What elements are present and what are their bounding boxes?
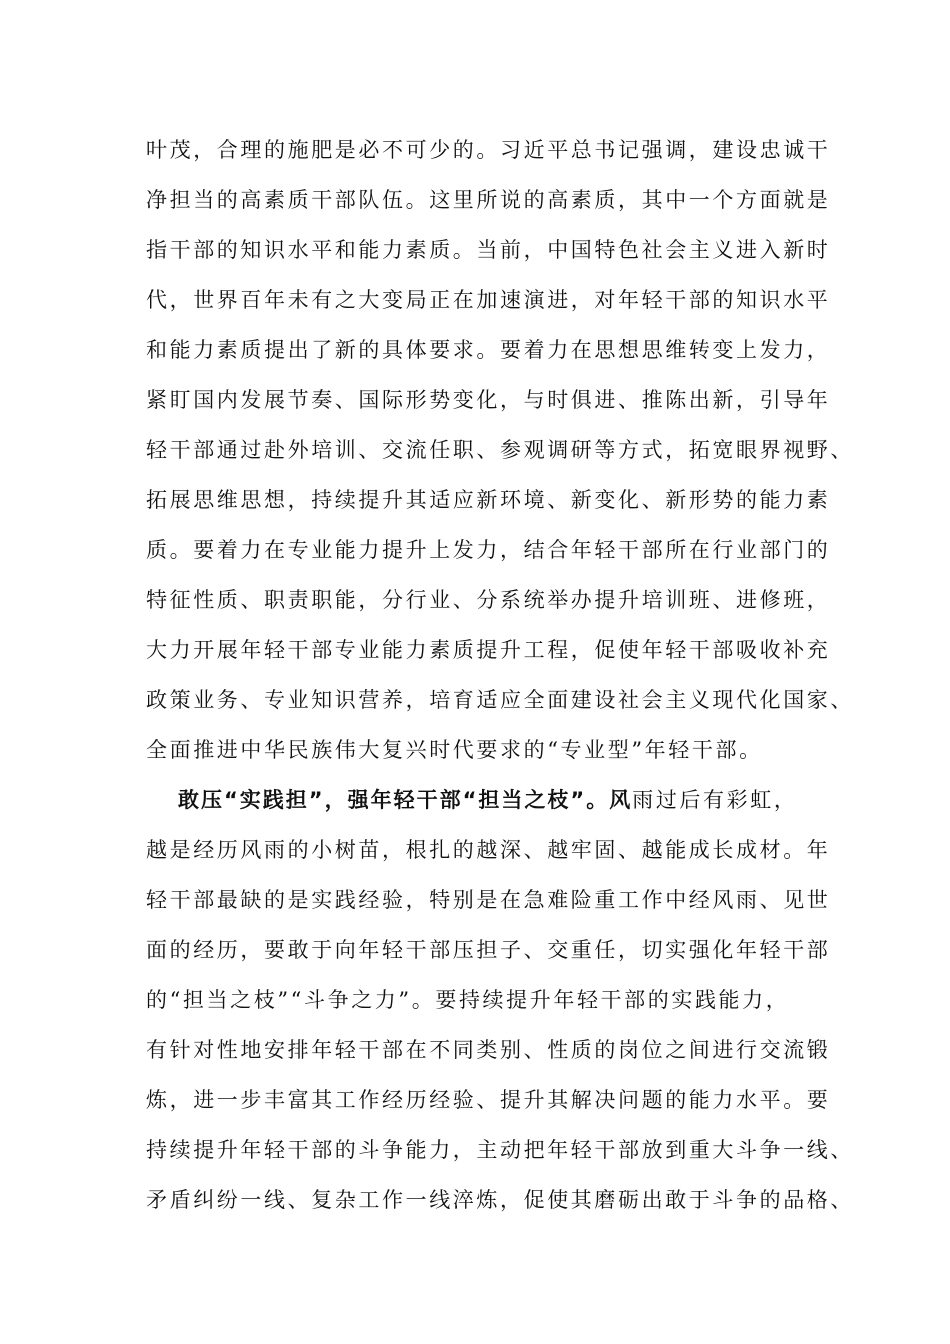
text-line: 和能力素质提出了新的具体要求。要着力在思想思维转变上发力， [146,338,831,362]
text-line: 拓展思维思想，持续提升其适应新环境、新变化、新形势的能力素 [146,488,831,512]
text-line: 代，世界百年未有之大变局正在加速演进，对年轻干部的知识水平 [146,288,831,312]
text-line: 叶茂，合理的施肥是必不可少的。习近平总书记强调，建设忠诚干 [146,138,831,162]
text-line: 轻干部通过赴外培训、交流任职、参观调研等方式，拓宽眼界视野、 [146,438,854,462]
paragraph-heading: 敢压“实践担”，强年轻干部“担当之枝”。风 [178,788,633,812]
text-line: 紧盯国内发展节奏、国际形势变化，与时俱进、推陈出新，引导年 [146,388,831,412]
text-line: 越是经历风雨的小树苗，根扎的越深、越牢固、越能成长成材。年 [146,838,831,862]
text-line: 炼，进一步丰富其工作经历经验、提升其解决问题的能力水平。要 [146,1088,831,1112]
text-line: 质。要着力在专业能力提升上发力，结合年轻干部所在行业部门的 [146,538,831,562]
text-line: 矛盾纠纷一线、复杂工作一线淬炼，促使其磨砺出敢于斗争的品格、 [146,1188,854,1212]
text-line: 大力开展年轻干部专业能力素质提升工程，促使年轻干部吸收补充 [146,638,831,662]
text-line: 政策业务、专业知识营养，培育适应全面建设社会主义现代化国家、 [146,688,854,712]
text-line: 面的经历，要敢于向年轻干部压担子、交重任，切实强化年轻干部 [146,938,831,962]
text-line: 全面推进中华民族伟大复兴时代要求的“专业型”年轻干部。 [146,738,763,762]
text-line: 持续提升年轻干部的斗争能力，主动把年轻干部放到重大斗争一线、 [146,1138,854,1162]
text-line: 的“担当之枝”“斗争之力”。要持续提升年轻干部的实践能力， [146,988,790,1012]
heading-line-rest: 雨过后有彩虹， [632,788,798,812]
text-line: 特征性质、职责职能，分行业、分系统举办提升培训班、进修班， [146,588,831,612]
text-line: 有针对性地安排年轻干部在不同类别、性质的岗位之间进行交流锻 [146,1038,831,1062]
text-line: 净担当的高素质干部队伍。这里所说的高素质，其中一个方面就是 [146,188,831,212]
text-line: 指干部的知识水平和能力素质。当前，中国特色社会主义进入新时 [146,238,831,262]
text-line: 轻干部最缺的是实践经验，特别是在急难险重工作中经风雨、见世 [146,888,831,912]
paragraph-heading-line [178,786,797,814]
